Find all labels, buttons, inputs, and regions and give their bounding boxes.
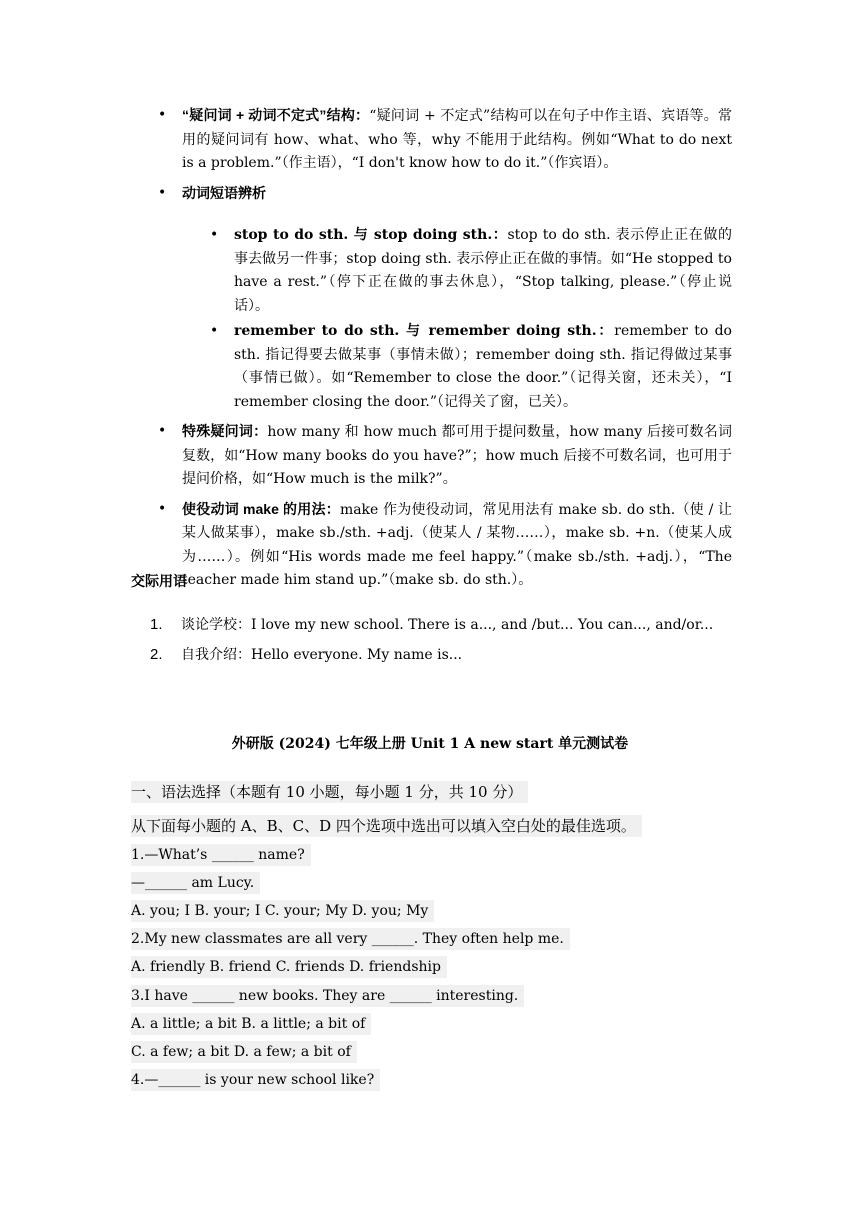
item-title: 动词短语辨析 [182, 184, 266, 201]
item-title: stop to do sth. 与 stop doing sth.： [234, 227, 508, 243]
test-line: C. a few; a bit D. a few; a bit of [131, 1041, 357, 1063]
phrase-item-remember [210, 320, 732, 414]
bullet-icon: • [158, 423, 167, 439]
item-text: remember to do sth. 指记得要去做某事（事情未做）；remember doing sth. 指记得做过某事（事情已做）。如“Remember to close the door.”（记得关窗，还未关），“I remember closing the door.”（记得关了窗，已关）。 [234, 323, 732, 410]
item-text: 谈论学校：I love my new school. There is a..., and /but... You can..., and/or... [181, 617, 714, 633]
item-number: 2. [150, 646, 163, 663]
test-line: 一、语法选择（本题有 10 小题，每小题 1 分，共 10 分） [131, 781, 528, 803]
bullet-icon: • [210, 227, 219, 243]
item-text: make 作为使役动词，常见用法有 make sb. do sth.（使 / 让某人做某事），make sb./sth. +adj.（使某人 / 某物……），make sb. +n.（使某人成为……）。例如“His words made me feel happy.”（make sb./sth. +adj.），“The teacher made him stand up.”（make sb. do sth.）。 [182, 501, 732, 588]
item-text: 自我介绍：Hello everyone. My name is... [181, 647, 463, 663]
list-item [150, 612, 713, 638]
item-title: 使役动词 make 的用法： [182, 500, 340, 517]
item-text: stop to do sth. 表示停止正在做的事去做另一件事；stop doing sth. 表示停止正在做的事情。如“He stopped to have a rest.”（停下正在做的事去休息），“Stop talking, please.”（停止说话）。 [234, 227, 732, 314]
item-title: “疑问词 + 动词不定式”结构： [182, 107, 370, 123]
item-title: remember to do sth. 与 remember doing sth.： [234, 323, 615, 339]
bullet-icon: • [158, 500, 167, 517]
test-line: —______ am Lucy. [131, 872, 260, 894]
test-line: 1.—What’s ______ name? [131, 844, 311, 866]
item-title: 特殊疑问词： [182, 423, 268, 439]
test-line: 3.I have ______ new books. They are ______ interesting. [131, 985, 524, 1007]
phrase-sublist [210, 224, 732, 414]
phrase-item-stop [210, 224, 732, 318]
test-line: A. friendly B. friend C. friends D. friendship [131, 956, 447, 978]
item-text: “疑问词 + 不定式”结构可以在句子中作主语、宾语等。常用的疑问词有 how、what、who 等，why 不能用于此结构。例如“What to do next is a problem.”（作主语），“I don't know how to do it.”（作宾语）。 [182, 108, 732, 171]
grammar-list [158, 104, 732, 593]
grammar-item-phrases [158, 182, 732, 415]
communication-list [150, 612, 713, 672]
list-item [150, 642, 713, 668]
test-line: 从下面每小题的 A、B、C、D 四个选项中选出可以填入空白处的最佳选项。 [131, 815, 642, 837]
test-line: A. a little; a bit B. a little; a bit of [131, 1013, 371, 1035]
bullet-icon: • [158, 184, 167, 201]
communication-heading: 交际用语 [131, 573, 187, 589]
test-line: A. you; I B. your; I C. your; My D. you; My [131, 900, 434, 922]
bullet-icon: • [158, 107, 167, 123]
test-line: 2.My new classmates are all very ______. They often help me. [131, 928, 570, 950]
item-number: 1. [150, 616, 163, 633]
item-text: how many 和 how much 都可用于提问数量，how many 后接可数名词复数，如“How many books do you have?”；how much 后接不可数名词，也可用于提问价格，如“How much is the milk?”。 [182, 424, 733, 487]
grammar-item-make [158, 498, 732, 593]
test-line: 4.—______ is your new school like? [131, 1069, 380, 1091]
grammar-item-wh-infinitive [158, 104, 732, 176]
bullet-icon: • [210, 323, 219, 339]
grammar-item-special-question [158, 420, 732, 492]
test-title: 外研版 (2024) 七年级上册 Unit 1 A new start 单元测试卷 [231, 736, 629, 752]
